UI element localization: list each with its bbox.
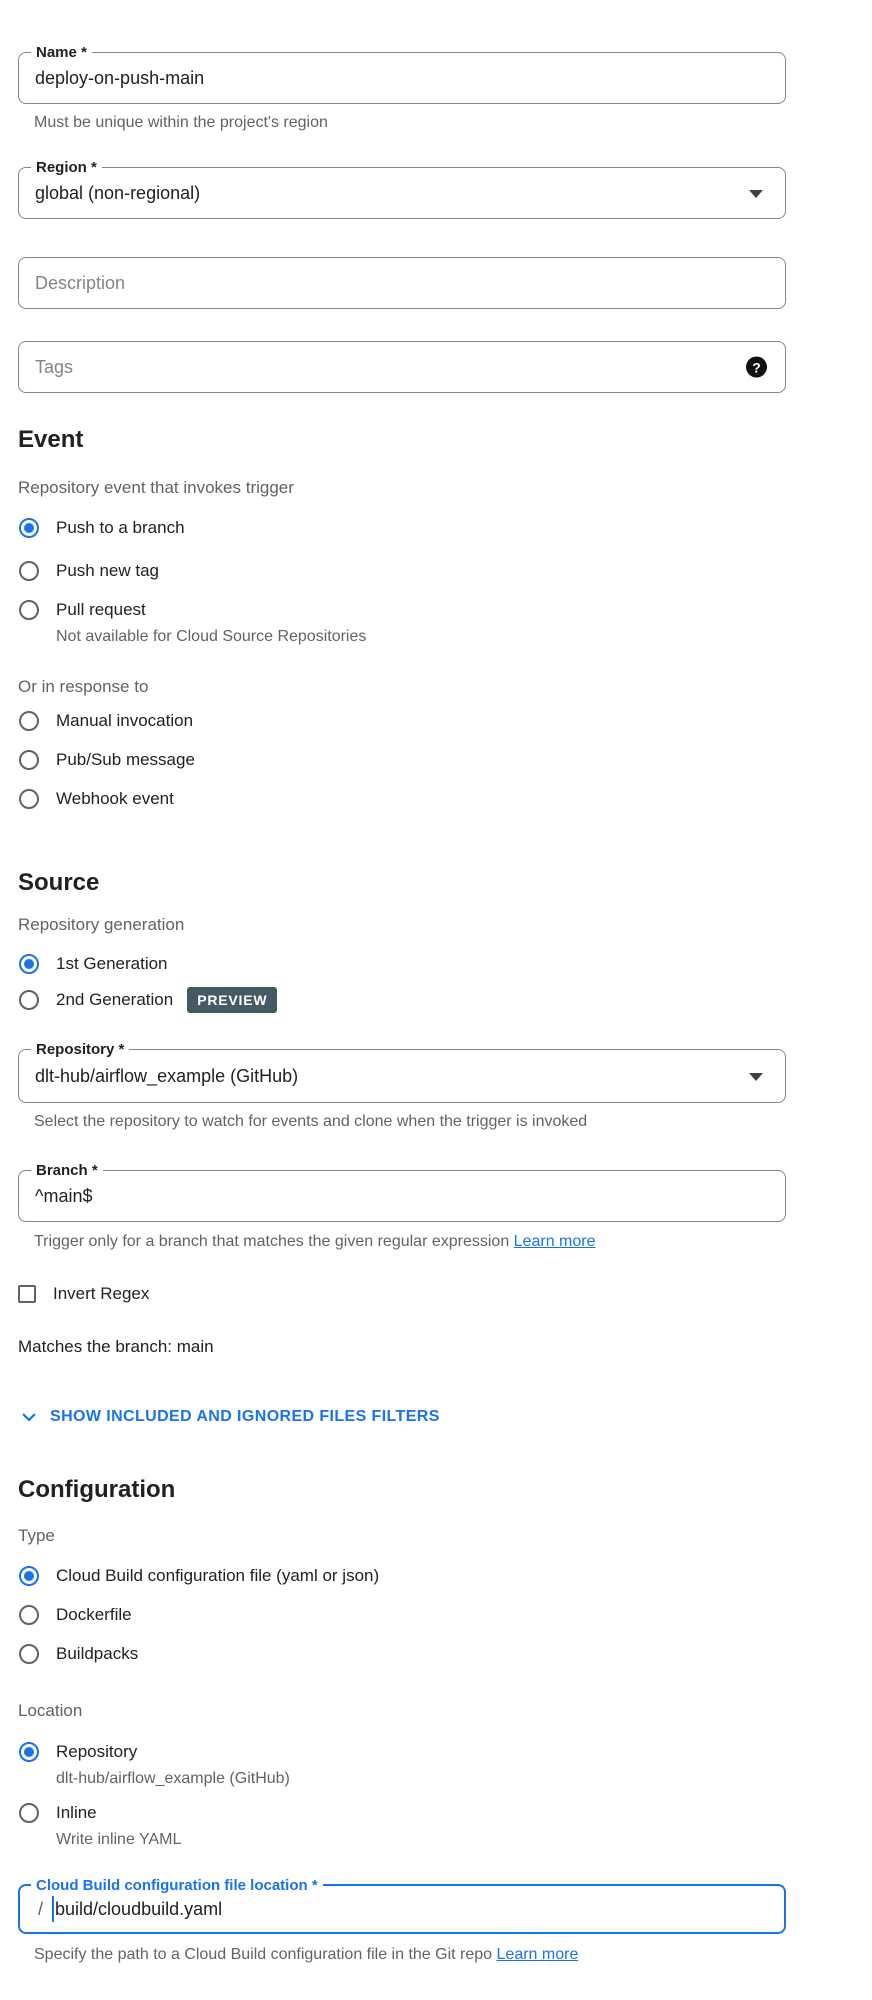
radio-pull-request[interactable]: Pull request bbox=[19, 598, 146, 622]
radio-webhook-event[interactable]: Webhook event bbox=[19, 787, 174, 811]
config-file-location-label: Cloud Build configuration file location * bbox=[31, 1877, 323, 1895]
radio-dockerfile[interactable]: Dockerfile bbox=[19, 1603, 132, 1627]
radio-unselected-icon bbox=[19, 1644, 39, 1664]
config-file-location-field[interactable] bbox=[18, 1877, 786, 1934]
config-file-location-value: build/cloudbuild.yaml bbox=[55, 1898, 223, 1919]
radio-push-to-branch[interactable]: Push to a branch bbox=[19, 516, 185, 540]
chevron-down-icon bbox=[20, 1408, 38, 1426]
radio-unselected-icon bbox=[19, 711, 39, 731]
radio-unselected-icon bbox=[19, 1803, 39, 1823]
learn-more-link[interactable]: Learn more bbox=[513, 1233, 596, 1250]
radio-1st-generation[interactable]: 1st Generation bbox=[19, 952, 168, 976]
radio-selected-icon bbox=[19, 954, 39, 974]
radio-manual-invocation[interactable]: Manual invocation bbox=[19, 709, 193, 733]
tags-input[interactable] bbox=[19, 342, 785, 392]
pull-request-note: Not available for Cloud Source Repositories bbox=[56, 628, 367, 645]
region-selected-value: global (non-regional) bbox=[35, 182, 201, 203]
radio-selected-icon bbox=[19, 518, 39, 538]
radio-unselected-icon bbox=[19, 750, 39, 770]
text-cursor bbox=[52, 1896, 54, 1922]
radio-selected-icon bbox=[19, 1566, 39, 1586]
radio-unselected-icon bbox=[19, 789, 39, 809]
location-repository-note: dlt-hub/airflow_example (GitHub) bbox=[56, 1770, 290, 1787]
region-select-label: Region * bbox=[31, 159, 102, 177]
location-inline-note: Write inline YAML bbox=[56, 1831, 182, 1848]
branch-field bbox=[18, 1162, 786, 1222]
branch-helper-text: Trigger only for a branch that matches the given regular expression Learn more bbox=[34, 1233, 596, 1250]
path-prefix: / bbox=[38, 1898, 44, 1919]
branch-match-result: Matches the branch: main bbox=[18, 1337, 214, 1356]
invert-regex-checkbox-row[interactable]: Invert Regex bbox=[18, 1282, 149, 1306]
name-field bbox=[18, 44, 786, 104]
config-file-location-helper: Specify the path to a Cloud Build configuration file in the Git repo Learn more bbox=[34, 1946, 579, 1963]
repository-helper-text: Select the repository to watch for events and clone when the trigger is invoked bbox=[34, 1113, 588, 1130]
or-in-response-label: Or in response to bbox=[18, 677, 149, 696]
chevron-down-icon bbox=[749, 1073, 763, 1081]
radio-location-inline[interactable]: Inline bbox=[19, 1801, 97, 1825]
repository-selected-value: dlt-hub/airflow_example (GitHub) bbox=[35, 1065, 299, 1086]
radio-unselected-icon bbox=[19, 600, 39, 620]
event-subheading: Repository event that invokes trigger bbox=[18, 478, 294, 497]
event-section-heading: Event bbox=[18, 426, 84, 453]
radio-cloud-build-config-file[interactable]: Cloud Build configuration file (yaml or json) bbox=[19, 1564, 379, 1588]
preview-badge: PREVIEW bbox=[187, 987, 277, 1013]
radio-location-repository[interactable]: Repository bbox=[19, 1740, 137, 1764]
branch-input[interactable] bbox=[19, 1171, 785, 1221]
radio-buildpacks[interactable]: Buildpacks bbox=[19, 1642, 138, 1666]
checkbox-unchecked-icon bbox=[18, 1285, 36, 1303]
radio-pubsub-message[interactable]: Pub/Sub message bbox=[19, 748, 195, 772]
radio-selected-icon bbox=[19, 1742, 39, 1762]
radio-push-new-tag[interactable]: Push new tag bbox=[19, 559, 159, 583]
repository-select[interactable] bbox=[18, 1041, 786, 1103]
description-field bbox=[18, 257, 786, 309]
tags-field bbox=[18, 341, 786, 393]
branch-field-label: Branch * bbox=[31, 1162, 103, 1180]
learn-more-link[interactable]: Learn more bbox=[496, 1946, 579, 1963]
radio-2nd-generation[interactable]: 2nd Generation PREVIEW bbox=[19, 988, 277, 1012]
name-input[interactable] bbox=[19, 53, 785, 103]
chevron-down-icon bbox=[749, 190, 763, 198]
source-section-heading: Source bbox=[18, 869, 100, 896]
radio-unselected-icon bbox=[19, 990, 39, 1010]
show-filters-toggle[interactable]: SHOW INCLUDED AND IGNORED FILES FILTERS bbox=[20, 1405, 440, 1429]
location-label: Location bbox=[18, 1701, 83, 1720]
configuration-section-heading: Configuration bbox=[18, 1476, 176, 1503]
region-select[interactable] bbox=[18, 159, 786, 219]
name-helper-text: Must be unique within the project's region bbox=[34, 114, 328, 131]
name-field-label: Name * bbox=[31, 44, 92, 62]
radio-unselected-icon bbox=[19, 561, 39, 581]
radio-unselected-icon bbox=[19, 1605, 39, 1625]
repository-generation-label: Repository generation bbox=[18, 915, 185, 934]
help-icon[interactable]: ? bbox=[746, 357, 767, 378]
type-label: Type bbox=[18, 1526, 55, 1545]
description-input[interactable] bbox=[19, 258, 785, 308]
repository-select-label: Repository * bbox=[31, 1041, 129, 1059]
